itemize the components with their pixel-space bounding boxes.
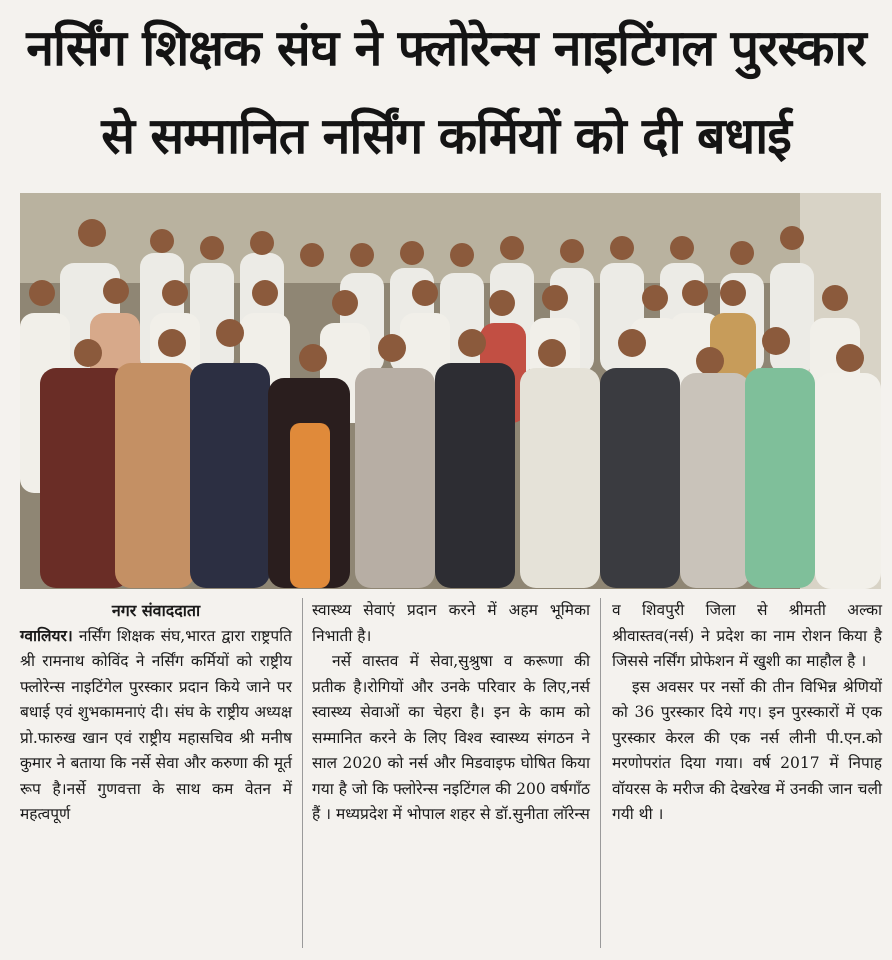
headline-line-1: नर्सिंग शिक्षक संघ ने फ्लोरेन्स नाइटिंगल पुरस्कार <box>26 19 866 77</box>
column-divider <box>302 598 303 948</box>
byline: नगर संवाददाता <box>111 601 201 620</box>
article-paragraph: नर्से वास्तव में सेवा,सुश्रुषा व करूणा की प्रतीक है।रोगियों और उनके परिवार के लिए,नर्स स्वास्थ्य सेवाओं का चेहरा है। इन के काम को सम्मानित करने के लिए विश्व स्वास्थ्य संगठन ने साल 2020 को नर्स और मिडवाइफ घोषित किया गया है जो कि फ्लोरेन्स नइटिंगल की 200 वर्षगाँठ हैं । मध्यप्रदेश में भोपाल शहर से डॉ.सुनीता लॉरेन्स <box>312 652 590 823</box>
article-paragraph: व शिवपुरी जिला से श्रीमती अल्का श्रीवास्तव(नर्स) ने प्रदेश का नाम रोशन किया है जिससे नर्सिंग प्रोफेशन में खुशी का माहौल है । <box>612 601 882 670</box>
headline <box>0 4 892 180</box>
article-paragraph: स्वास्थ्य सेवाएं प्रदान करने में अहम भूमिका निभाती है। <box>312 601 590 645</box>
article-column-2 <box>312 598 590 948</box>
article-column-1 <box>20 598 292 948</box>
article-body <box>20 598 882 948</box>
article-column-3 <box>612 598 882 948</box>
dateline: ग्वालियर। <box>20 626 73 645</box>
group-photo <box>20 193 881 589</box>
headline-line-2: से सम्मानित नर्सिंग कर्मियों को दी बधाई <box>101 107 791 165</box>
article-paragraph: इस अवसर पर नर्सो की तीन विभिन्न श्रेणियों को 36 पुरस्कार दिये गए। इन पुरस्कारों में एक पुरस्कार केरल की एक नर्स लीनी पी.एन.को मरणोपरांत दिया गया। वर्ष 2017 में निपाह वॉयरस के मरीज की देखरेख में उनकी जान चली गयी थी । <box>612 677 882 823</box>
article-text: नर्सिंग शिक्षक संघ,भारत द्वारा राष्ट्रपति श्री रामनाथ कोविंद ने नर्सिंग कर्मियों को राष्ट्रीय फ्लोरेन्स नाइटिंगेल पुरस्कार प्रदान किये जाने पर बधाई एवं शुभकामनाएं दी। संघ के राष्ट्रीय अध्यक्ष प्रो.फारुख खान एवं राष्ट्रीय महासचिव श्री मनीष कुमार ने बताया कि नर्से सेवा और करुणा की मूर्त रूप है।नर्से गुणवत्ता के साथ कम वेतन में महत्वपूर्ण <box>20 626 292 823</box>
group-photo-icon <box>20 193 881 589</box>
article-paragraph <box>20 624 292 828</box>
column-divider <box>600 598 601 948</box>
